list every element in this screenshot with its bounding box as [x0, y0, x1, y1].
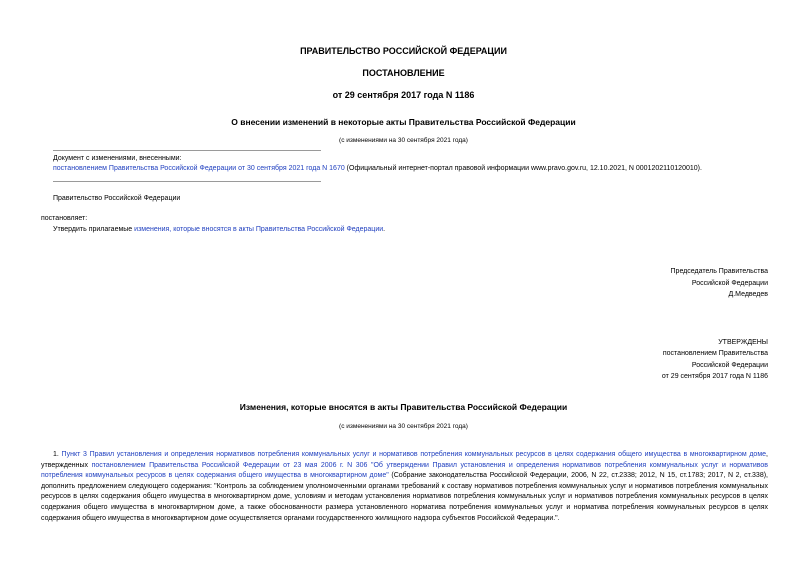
divider-top	[53, 150, 321, 151]
approve-paragraph	[53, 226, 385, 233]
changes-source-line	[53, 165, 793, 172]
approve-suffix: .	[383, 226, 386, 233]
signature-name: Д.Медведев	[728, 291, 768, 298]
government-heading: ПРАВИТЕЛЬСТВО РОССИЙСКОЙ ФЕДЕРАЦИИ	[300, 46, 507, 56]
approved-by-resolution: постановлением Правительства	[662, 350, 768, 357]
resolves-text: постановляет:	[41, 215, 88, 222]
approved-changes-link[interactable]: изменения, которые вносятся в акты Правительства Российской Федерации	[134, 226, 384, 233]
signature-organization: Российской Федерации	[691, 280, 768, 287]
item-text-1: , утвержденных	[41, 451, 768, 469]
signature-position: Председатель Правительства	[670, 268, 768, 275]
changes-intro: Документ с изменениями, внесенными:	[53, 155, 182, 162]
document-date-number: от 29 сентября 2017 года N 1186	[332, 90, 475, 100]
item-text-2: (Собрание законодательства Российской Федерации, 2006, N 22, ст.2338; 2012, N 15, ст.1783; 2017, N 2, ст.338), дополнить предложением следующего содержания: "Контроль за соблюдением уполномоченными органами требований к составу нормативов потребления коммунальных услуг и нормативов потребления коммунальных ресурсов в целях содержания общего имущества в многоквартирном доме, условиям и методам установления нормативов потребления коммунальных услуг и нормативов потребления коммунальных ресурсов в целях содержания общего имущества в многоквартирном доме, а также обоснованности размера установленного норматива потребления коммунальных услуг и норматива потребления коммунальных ресурсов в целях содержания общего имущества в многоквартирном доме осуществляется органами государственного жилищного надзора субъектов Российской Федерации.".	[41, 472, 768, 522]
divider-bottom	[53, 181, 321, 182]
changes-title: Изменения, которые вносятся в акты Правительства Российской Федерации	[239, 402, 568, 412]
change-item-1	[41, 450, 768, 524]
revision-note: (с изменениями на 30 сентября 2021 года)	[339, 137, 468, 144]
document-type: ПОСТАНОВЛЕНИЕ	[362, 68, 445, 78]
item-number: 1.	[53, 451, 62, 458]
approve-prefix: Утвердить прилагаемые	[53, 226, 135, 233]
changes-revision-note: (с изменениями на 30 сентября 2021 года)	[339, 423, 468, 430]
approved-date-number: от 29 сентября 2017 года N 1186	[661, 373, 768, 380]
rules-clause-link[interactable]: Пункт 3 Правил установления и определения нормативов потребления коммунальных услуг и нормативов потребления коммунальных ресурсов в целях содержания общего имущества в многоквартирном доме	[61, 451, 767, 458]
official-source-text: (Официальный интернет-портал правовой информации www.pravo.gov.ru, 12.10.2021, N 0001202110120010).	[344, 165, 702, 172]
amending-act-link[interactable]: постановлением Правительства Российской Федерации от 30 сентября 2021 года N 1670	[53, 165, 345, 172]
government-line: Правительство Российской Федерации	[53, 195, 181, 202]
document-title: О внесении изменений в некоторые акты Правительства Российской Федерации	[231, 117, 576, 127]
resolution-306-link[interactable]: постановлением Правительства Российской Федерации от 23 мая 2006 г. N 306 "Об утверждении Правил установления и определения нормативов потребления коммунальных услуг и нормативов потребления коммунальных ресурсов в целях содержания общего имущества в многоквартирном доме"	[41, 461, 769, 480]
approved-organization: Российской Федерации	[691, 362, 768, 369]
approved-heading: УТВЕРЖДЕНЫ	[718, 339, 768, 346]
